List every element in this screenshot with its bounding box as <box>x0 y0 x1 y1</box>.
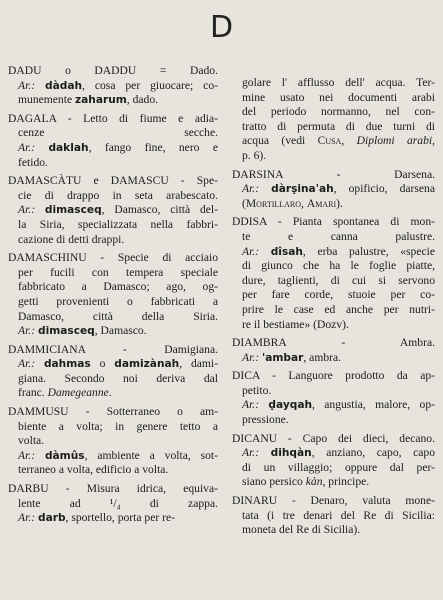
entry-text-line <box>8 449 218 464</box>
text-segment: giana. Secondo noi deriva dal <box>18 371 218 385</box>
text-segment: golare l' afflusso dell' acqua. Ter- <box>242 76 435 89</box>
entry-text-line <box>232 398 435 413</box>
text-segment: fetido. <box>18 155 48 169</box>
text-segment <box>35 79 45 92</box>
entry-text-line <box>232 446 435 461</box>
entry-headword-line <box>8 174 218 189</box>
text-segment: di giunco che ha le foglie piatte, <box>242 259 435 273</box>
text-segment: cazione di detti drappi. <box>18 232 125 246</box>
text-segment: DADU o DADDU = Dado. <box>8 64 218 77</box>
text-segment: , <box>301 196 307 210</box>
text-segment: DAMMUSU - Sotterraneo o am- <box>8 405 218 419</box>
entry-headword-line <box>232 168 435 183</box>
entry-text-line <box>8 156 218 171</box>
entry-text-line <box>232 134 435 149</box>
text-segment <box>259 446 271 459</box>
entry-text-line <box>232 318 435 333</box>
text-segment: , erba palustre, «specie <box>302 244 435 258</box>
text-segment: , ambra. <box>303 350 342 364</box>
text-segment: Damasco, città della Siria. <box>18 309 218 323</box>
entry-text-line <box>8 218 218 233</box>
text-segment <box>35 203 45 216</box>
arabic-transliteration: daklah <box>48 141 89 154</box>
arabic-transliteration: dîsah <box>270 245 303 258</box>
entry-text-line <box>8 126 218 141</box>
entry-headword-line <box>8 405 218 420</box>
arabic-label: Ar.: <box>242 244 260 258</box>
arabic-transliteration: damizànah <box>114 358 180 371</box>
entry-text-line <box>8 497 218 512</box>
text-segment: petito. <box>242 383 272 397</box>
entry-text-line <box>8 372 218 387</box>
text-segment: tratto di permuta di due turni di <box>242 119 435 133</box>
text-segment: tata (i tre denari del Re di Sicilia: <box>242 508 435 522</box>
text-segment: fabbricato a Damasco; ago, og- <box>18 280 218 294</box>
entry-text-line <box>232 288 435 303</box>
entry-text-line <box>232 523 435 538</box>
arabic-label: Ar.: <box>242 398 260 412</box>
text-segment: , opificio, darsena <box>333 182 435 196</box>
entry-text-line <box>8 463 218 478</box>
text-segment: , <box>341 134 357 148</box>
text-segment: DICANU - Capo dei dieci, decano. <box>232 431 435 445</box>
arabic-label: Ar.: <box>242 446 260 460</box>
text-segment: lente ad ¹/₄ di zappa. <box>18 496 218 510</box>
right-column <box>232 76 435 542</box>
author-name: Mortillaro <box>245 196 302 210</box>
entry-headword-line <box>232 369 435 384</box>
text-segment: , fango fine, nero e <box>88 140 218 154</box>
italic-term: Diplomi arabi <box>356 134 433 148</box>
author-name: Amari <box>306 196 337 210</box>
arabic-label: Ar.: <box>18 357 36 371</box>
entry-headword-line <box>232 336 435 351</box>
text-segment: DDISA - Pianta spontanea di mon- <box>232 215 435 229</box>
entry-text-line <box>232 105 435 120</box>
text-segment: , ambiente a volta, sot- <box>84 448 218 462</box>
text-segment: cenze secche. <box>18 126 218 140</box>
entry-text-line <box>8 203 218 218</box>
text-segment: moneta del Re di Sicilia). <box>242 523 361 537</box>
arabic-label: Ar.: <box>242 350 260 364</box>
arabic-transliteration: dimasceq <box>44 204 102 217</box>
text-segment: . <box>108 386 112 400</box>
entry-text-line <box>8 420 218 435</box>
section-letter: D <box>209 10 234 45</box>
dictionary-entry <box>8 174 218 247</box>
text-segment: getti provenienti o fabbricati a <box>18 294 218 308</box>
arabic-transliteration: dihqàn <box>270 447 312 460</box>
author-name: Cusa <box>317 134 342 148</box>
entry-text-line <box>232 149 435 164</box>
entry-text-line <box>8 233 218 248</box>
text-segment: , cosa per giuocare; co- <box>82 78 218 92</box>
text-segment <box>35 357 44 370</box>
entry-text-line <box>232 230 435 245</box>
text-segment: ( <box>242 196 246 210</box>
text-segment: di un villaggio; oppure dal per- <box>242 460 435 474</box>
text-segment: , dami- <box>179 357 218 371</box>
dictionary-entry <box>8 343 218 401</box>
arabic-label: Ar.: <box>18 448 36 462</box>
arabic-label: Ar.: <box>242 182 260 196</box>
entry-text-line <box>232 461 435 476</box>
arabic-transliteration: 'ambar <box>261 351 304 364</box>
entry-text-line <box>8 511 218 526</box>
entry-text-line <box>8 324 218 339</box>
text-segment: volta. <box>18 434 45 448</box>
entry-text-line <box>232 303 435 318</box>
dictionary-entry <box>232 494 435 538</box>
text-segment: per fucili con tempera speciale <box>18 265 218 279</box>
text-segment: o <box>90 357 115 371</box>
arabic-label: Ar.: <box>18 140 36 154</box>
dictionary-entry <box>232 76 435 164</box>
text-segment: DAGALA - Letto di fiume e adia- <box>8 111 218 125</box>
text-segment: , Damasco, città del- <box>101 203 218 217</box>
entry-text-line <box>232 76 435 91</box>
text-segment: munemente <box>18 93 75 107</box>
text-segment: , anziano, capo, capo <box>311 446 435 460</box>
text-segment: la Siria, specializzata nella fabbri- <box>18 217 218 231</box>
arabic-transliteration: dàdah <box>45 79 83 92</box>
text-segment: mine usato nei documenti arabi <box>242 90 435 104</box>
entry-text-line <box>8 141 218 156</box>
entry-text-line <box>8 357 218 372</box>
dictionary-entry <box>8 482 218 526</box>
entry-text-line <box>8 266 218 281</box>
text-segment: , Damasco. <box>94 324 147 338</box>
entry-text-line <box>8 434 218 449</box>
entry-text-line <box>232 413 435 428</box>
entry-text-line <box>232 509 435 524</box>
text-segment: dure, taglienti, di cui si servono <box>242 273 435 287</box>
entry-text-line <box>232 91 435 106</box>
entry-headword-line <box>8 112 218 127</box>
entry-text-line <box>232 351 435 366</box>
arabic-label: Ar.: <box>18 78 36 92</box>
dictionary-entry <box>8 251 218 339</box>
dictionary-entry <box>232 369 435 427</box>
arabic-label: Ar.: <box>18 324 36 338</box>
text-segment: DAMMICIANA - Damigiana. <box>8 342 218 356</box>
dictionary-entry <box>232 215 435 332</box>
entry-text-line <box>232 259 435 274</box>
text-segment: acqua (vedi <box>242 134 318 148</box>
entry-headword-line <box>8 482 218 497</box>
text-segment: , principe. <box>322 475 370 489</box>
arabic-transliteration: dàrṣina'ah <box>271 183 334 196</box>
text-segment: te e canna palustre. <box>242 229 435 243</box>
dictionary-entry <box>8 405 218 478</box>
arabic-transliteration: dàmûs <box>44 449 85 462</box>
text-segment <box>35 449 45 462</box>
text-segment: del periodo normanno, nel con- <box>242 105 435 119</box>
italic-term: kàn <box>305 475 323 489</box>
left-column <box>8 64 218 530</box>
dictionary-entry <box>232 432 435 490</box>
text-segment <box>35 141 48 154</box>
entry-text-line <box>8 189 218 204</box>
arabic-label: Ar.: <box>18 511 36 525</box>
entry-text-line <box>232 274 435 289</box>
text-segment: DINARU - Denaro, valuta mone- <box>232 494 435 508</box>
text-segment: cie di drappo in seta arabescato. <box>18 188 218 202</box>
text-segment: , dado. <box>126 93 159 107</box>
text-segment: DAMASCÀTU e DAMASCU - Spe- <box>8 174 218 188</box>
text-segment: DICA - Languore prodotto da ap- <box>232 369 435 383</box>
text-segment: DARBU - Misura idrica, equiva- <box>8 482 218 496</box>
text-segment: , <box>432 134 436 148</box>
entry-headword-line <box>232 494 435 509</box>
entry-headword-line <box>8 343 218 358</box>
text-segment: , angustia, malore, op- <box>312 398 435 412</box>
text-segment: p. 6). <box>242 148 267 162</box>
arabic-transliteration: darb <box>37 512 66 525</box>
text-segment: re il bestiame» (Dozv). <box>242 317 349 331</box>
text-segment <box>259 182 271 195</box>
entry-text-line <box>8 295 218 310</box>
entry-text-line <box>8 280 218 295</box>
text-segment: franc. <box>18 386 48 400</box>
entry-text-line <box>8 386 218 401</box>
entry-text-line <box>8 79 218 94</box>
text-segment: pressione. <box>242 413 289 427</box>
entry-text-line <box>232 120 435 135</box>
arabic-label: Ar.: <box>18 203 36 217</box>
entry-headword-line <box>232 432 435 447</box>
italic-term: Damegeanne <box>47 386 109 400</box>
text-segment: biente a volta; in genere tetto a <box>18 419 218 433</box>
entry-text-line <box>8 310 218 325</box>
entry-text-line <box>232 475 435 490</box>
dictionary-entry <box>232 336 435 365</box>
text-segment: , sportello, porta per re- <box>65 511 175 525</box>
entry-headword-line <box>232 215 435 230</box>
arabic-transliteration: zaharum <box>74 94 127 107</box>
text-segment: ). <box>336 196 343 210</box>
entry-headword-line <box>8 251 218 266</box>
text-segment: DARSINA - Darsena. <box>232 167 435 181</box>
entry-text-line <box>8 93 218 108</box>
dictionary-entry <box>8 64 218 108</box>
entry-headword-line <box>8 64 218 79</box>
text-segment: siano persico <box>242 475 306 489</box>
text-segment: DIAMBRA - Ambra. <box>232 336 435 350</box>
dictionary-entry <box>8 112 218 170</box>
text-segment <box>259 245 271 258</box>
arabic-transliteration: dahmas <box>43 358 91 371</box>
entry-text-line <box>232 384 435 399</box>
text-segment: DAMASCHINU - Specie di acciaio <box>8 251 218 265</box>
arabic-transliteration: dimasceq <box>37 325 95 338</box>
entry-text-line <box>232 245 435 260</box>
entry-text-line <box>232 182 435 197</box>
arabic-transliteration: ḍayqah <box>268 399 313 412</box>
text-segment: prire le case ed anche per nutri- <box>242 302 435 316</box>
entry-text-line <box>232 197 435 212</box>
text-segment: terraneo a volta, edificio a volta. <box>18 463 169 477</box>
dictionary-entry <box>232 168 435 212</box>
text-segment: per fare corde, stuoie per co- <box>242 288 435 302</box>
